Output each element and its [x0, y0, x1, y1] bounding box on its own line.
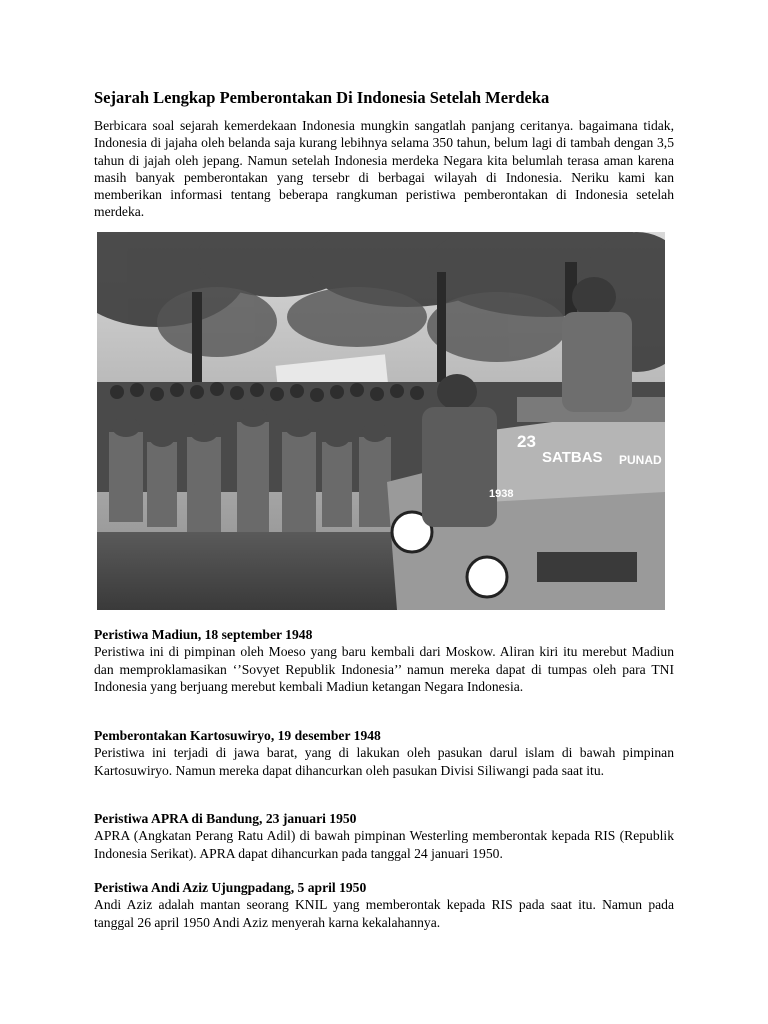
- section-kartosuwiryo: [94, 727, 674, 779]
- section-madiun: [94, 626, 674, 695]
- historical-photo: [97, 232, 665, 610]
- section-apra: [94, 810, 674, 862]
- section-heading: Peristiwa Andi Aziz Ujungpadang, 5 april 1950: [94, 880, 367, 895]
- vehicle-marking-punad: PUNAD: [619, 453, 662, 467]
- intro-paragraph: Berbicara soal sejarah kemerdekaan Indonesia mungkin sangatlah panjang ceritanya. bagaimana tidak, Indonesia di jajaha oleh belanda saja kurang lebihnya selama 350 tahun, belum lagi di tambah dengan 3,5 tahun di jajah oleh jepang. Namun setelah Indonesia merdeka Negara kita belumlah terasa aman karena masih banyak pemberontakan yang tersebr di berbagai wilayah di Indonesia. Neriku kami kan memberikan informasi tentang beberapa rangkuman peristiwa pemberontakan di Indonesia setelah merdeka.: [94, 118, 674, 220]
- vehicle-marking-number: 23: [517, 432, 536, 451]
- photo-illustration: [97, 232, 665, 610]
- vehicle-marking-serial: 1938: [489, 488, 514, 500]
- section-heading: Peristiwa APRA di Bandung, 23 januari 1950: [94, 811, 357, 826]
- section-body: Peristiwa ini di pimpinan oleh Moeso yang baru kembali dari Moskow. Aliran kiri itu merebut Madiun dan memproklamasikan ‘’Sovyet Republik Indonesia’’ namun mereka dapat di tumpas oleh para TNI Indonesia yang berjuang merebut kembali Madiun ketangan Negara Indonesia.: [94, 644, 674, 694]
- section-body: Peristiwa ini terjadi di jawa barat, yang di lakukan oleh pasukan darul islam di bawah pimpinan Kartosuwiryo. Namun mereka dapat dihancurkan oleh pasukan Divisi Siliwangi pada saat itu.: [94, 745, 674, 778]
- section-andi-aziz: [94, 879, 674, 931]
- section-heading: Peristiwa Madiun, 18 september 1948: [94, 627, 313, 642]
- section-heading: Pemberontakan Kartosuwiryo, 19 desember 1948: [94, 728, 381, 743]
- document-title: Sejarah Lengkap Pemberontakan Di Indonesia Setelah Merdeka: [94, 88, 550, 107]
- section-body: Andi Aziz adalah mantan seorang KNIL yang memberontak kepada RIS pada saat itu. Namun pada tanggal 26 april 1950 Andi Aziz menyerah karna kekalahannya.: [94, 897, 674, 930]
- section-body: APRA (Angkatan Perang Ratu Adil) di bawah pimpinan Westerling memberontak kepada RIS (Republik Indonesia Serikat). APRA dapat dihancurkan pada tanggal 24 januari 1950.: [94, 828, 674, 861]
- vehicle-marking-satbas: SATBAS: [542, 449, 603, 466]
